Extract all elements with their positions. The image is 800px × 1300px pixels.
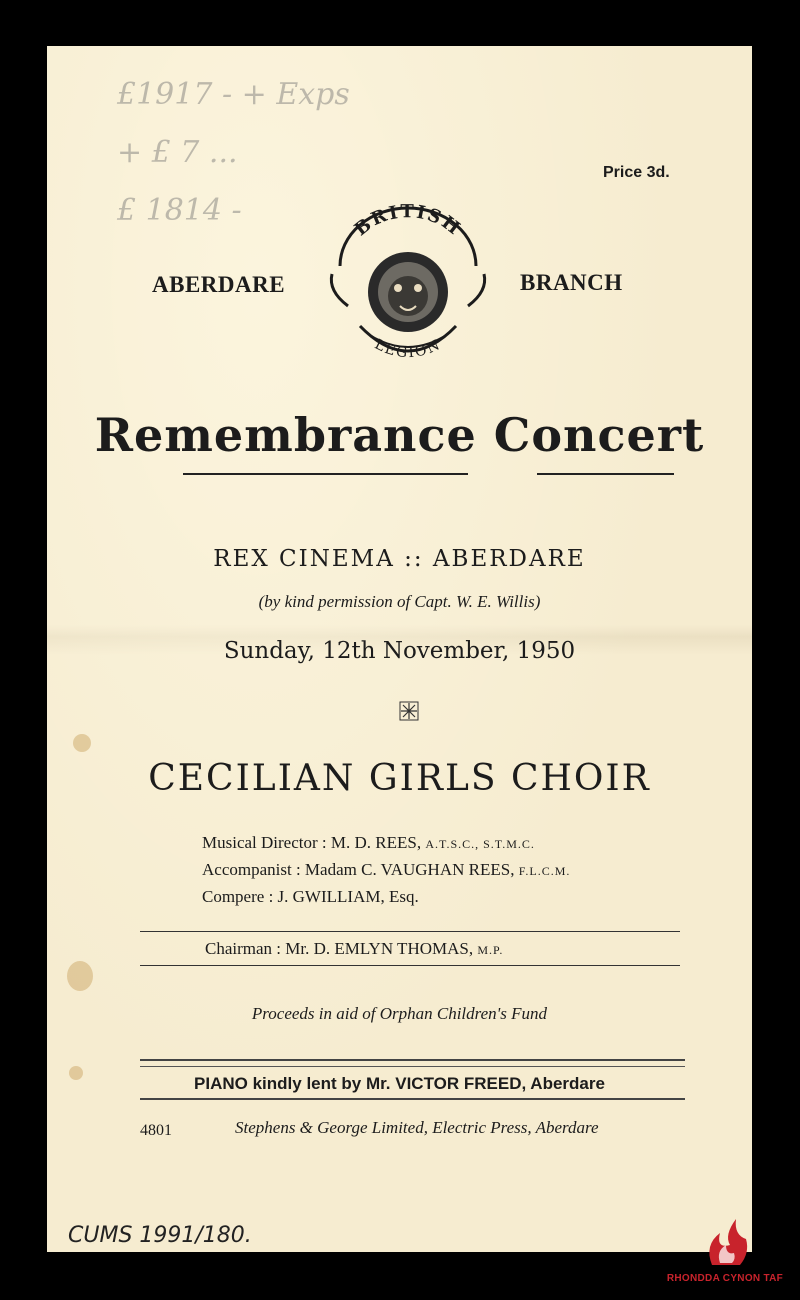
divider xyxy=(140,1066,685,1067)
emblem-bottom-text: LEGION xyxy=(372,336,445,362)
price-label: Price 3d. xyxy=(603,164,670,181)
musical-director: Musical Director : M. D. REES, xyxy=(202,833,422,852)
paper-stain xyxy=(73,734,91,752)
handwritten-note-line: £ 1814 - xyxy=(117,193,242,228)
title-underline xyxy=(537,473,674,475)
british-legion-emblem xyxy=(320,196,496,374)
chairman-qualifications: M.P. xyxy=(477,943,504,957)
divider xyxy=(140,965,680,966)
divider xyxy=(140,1059,685,1061)
proceeds-note: Proceeds in aid of Orphan Children's Fund xyxy=(251,1004,548,1023)
programme-sheet xyxy=(47,46,752,1252)
compere: Compere : J. GWILLIAM, Esq. xyxy=(202,887,419,906)
chairman-line xyxy=(205,939,503,959)
divider xyxy=(140,931,680,932)
permission-note: (by kind permission of Capt. W. E. Willis) xyxy=(258,592,541,611)
print-code: 4801 xyxy=(140,1122,172,1139)
accompanist: Accompanist : Madam C. VAUGHAN REES, xyxy=(202,860,515,879)
divider xyxy=(140,1098,685,1100)
title-underline xyxy=(183,473,468,475)
emblem-top-text: BRITISH xyxy=(350,201,466,241)
printer-imprint: Stephens & George Limited, Electric Press, Aberdare xyxy=(235,1118,599,1137)
chairman: Chairman : Mr. D. EMLYN THOMAS, xyxy=(205,939,474,958)
concert-title: Remembrance Concert xyxy=(94,408,705,462)
handwritten-note-line: £1917 - + Exps xyxy=(117,77,350,112)
archive-logo xyxy=(650,1205,800,1295)
venue: REX CINEMA :: ABERDARE xyxy=(213,546,586,572)
musical-director-line xyxy=(202,830,570,857)
piano-credit: PIANO kindly lent by Mr. VICTOR FREED, Aberdare xyxy=(194,1074,605,1093)
svg-text:LEGION xyxy=(372,337,444,362)
handwritten-note-line: + £ 7 ... xyxy=(117,135,238,170)
credits-block xyxy=(202,830,570,910)
accompanist-line xyxy=(202,857,570,884)
choir-name: CECILIAN GIRLS CHOIR xyxy=(148,758,651,799)
catalog-number: CUMS 1991/180. xyxy=(68,1223,252,1248)
branch-name-left: ABERDARE xyxy=(152,272,286,297)
accompanist-qualifications: F.L.C.M. xyxy=(518,864,571,878)
svg-text:BRITISH xyxy=(351,201,466,240)
branch-name-right: BRANCH xyxy=(520,270,623,295)
archive-logo-text: RHONDDA CYNON TAF xyxy=(666,1273,784,1284)
lion-head-icon xyxy=(368,252,448,332)
flame-icon xyxy=(650,1205,800,1271)
paper-stain xyxy=(67,961,93,991)
handwritten-notes xyxy=(117,66,350,286)
ornament-icon xyxy=(399,701,419,721)
director-qualifications: A.T.S.C., S.T.M.C. xyxy=(425,837,535,851)
concert-date: Sunday, 12th November, 1950 xyxy=(223,638,576,664)
